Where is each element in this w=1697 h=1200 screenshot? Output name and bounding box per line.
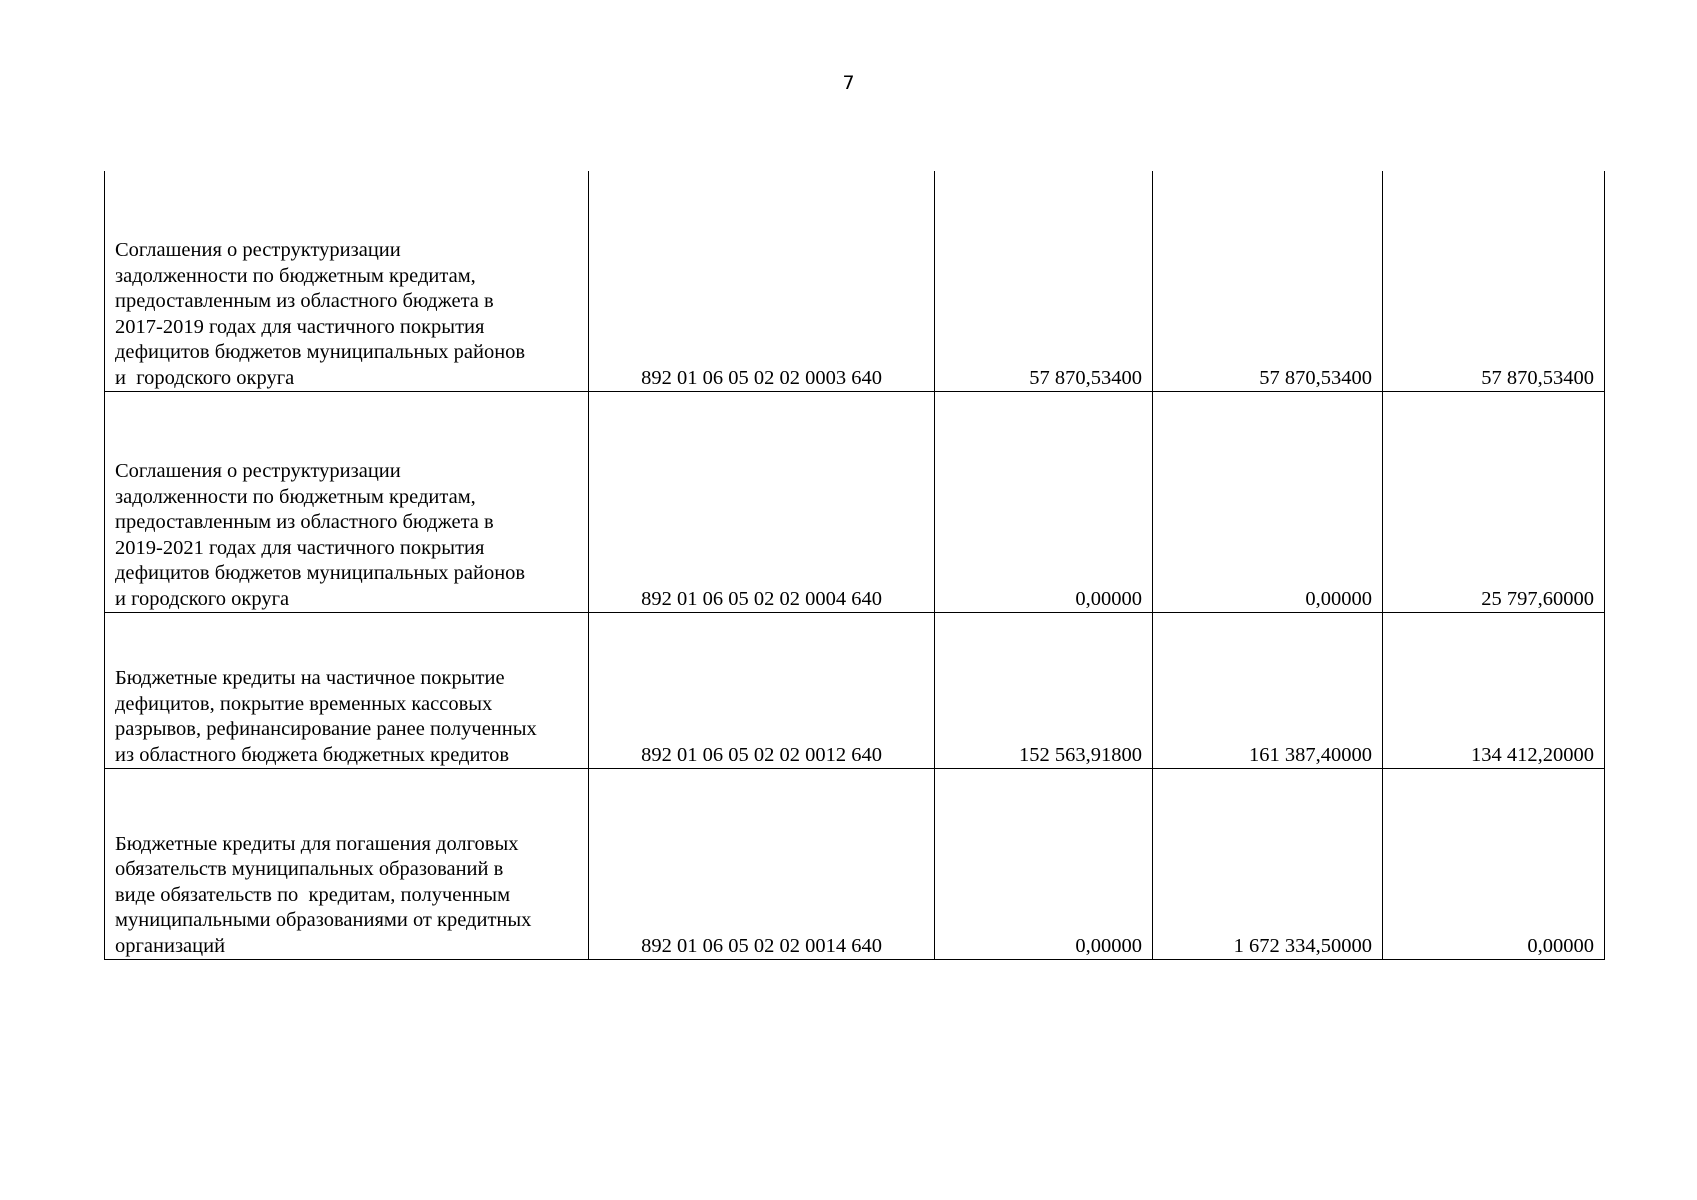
row-name-line: 2017-2019 годах для частичного покрытия xyxy=(115,315,485,338)
row-name-line: Бюджетные кредиты на частичное покрытие xyxy=(115,667,505,689)
row-code-cell: 892 01 06 05 02 02 0014 640 xyxy=(589,769,935,960)
row-name-cell xyxy=(105,613,589,769)
row-name-line: Соглашения о реструктуризации xyxy=(115,460,401,482)
row-name-line: Соглашения о реструктуризации xyxy=(115,239,401,261)
row-name-cell xyxy=(105,171,589,392)
row-name-line: Бюджетные кредиты для погашения долговых xyxy=(115,832,519,855)
row-name-line: предоставленным из областного бюджета в xyxy=(115,290,494,312)
budget-table xyxy=(104,171,1605,960)
page-number: 7 xyxy=(842,72,855,94)
row-value-1-cell: 0,00000 xyxy=(935,392,1153,613)
row-value-3-cell: 0,00000 xyxy=(1383,769,1605,960)
row-value-1-cell: 0,00000 xyxy=(935,769,1153,960)
row-name-line: и городского округа xyxy=(115,587,290,610)
row-code-cell: 892 01 06 05 02 02 0012 640 xyxy=(589,613,935,769)
row-value-1-cell: 152 563,91800 xyxy=(935,613,1153,769)
row-value-2-cell: 1 672 334,50000 xyxy=(1153,769,1383,960)
row-name-line: 2019-2021 годах для частичного покрытия xyxy=(115,536,485,559)
row-name-cell xyxy=(105,392,589,613)
row-value-2-cell: 57 870,53400 xyxy=(1153,171,1383,392)
row-name-line: из областного бюджета бюджетных кредитов xyxy=(115,743,510,766)
row-value-1-cell: 57 870,53400 xyxy=(935,171,1153,392)
row-name-line: обязательств муниципальных образований в xyxy=(115,858,504,880)
table-row xyxy=(105,613,1605,769)
row-name-line: задолженности по бюджетным кредитам, xyxy=(115,264,476,287)
row-name-line: разрывов, рефинансирование ранее полученных xyxy=(115,718,537,740)
row-value-2-cell: 161 387,40000 xyxy=(1153,613,1383,769)
row-name-line: и городского округа xyxy=(115,366,295,389)
row-value-2-cell: 0,00000 xyxy=(1153,392,1383,613)
row-name-cell xyxy=(105,769,589,960)
table-row xyxy=(105,392,1605,613)
table-row xyxy=(105,769,1605,960)
row-code-cell: 892 01 06 05 02 02 0004 640 xyxy=(589,392,935,613)
row-name-line: дефицитов бюджетов муниципальных районов xyxy=(115,341,526,363)
table-row xyxy=(105,171,1605,392)
row-name-line: предоставленным из областного бюджета в xyxy=(115,511,494,533)
row-name-line: дефицитов бюджетов муниципальных районов xyxy=(115,562,526,584)
row-code-cell: 892 01 06 05 02 02 0003 640 xyxy=(589,171,935,392)
row-value-3-cell: 57 870,53400 xyxy=(1383,171,1605,392)
row-name-line: задолженности по бюджетным кредитам, xyxy=(115,485,476,508)
row-name-line: организаций xyxy=(115,934,226,957)
row-name-line: дефицитов, покрытие временных кассовых xyxy=(115,692,493,715)
row-value-3-cell: 134 412,20000 xyxy=(1383,613,1605,769)
row-value-3-cell: 25 797,60000 xyxy=(1383,392,1605,613)
row-name-line: муниципальными образованиями от кредитных xyxy=(115,909,532,931)
row-name-line: виде обязательств по кредитам, полученным xyxy=(115,883,511,906)
